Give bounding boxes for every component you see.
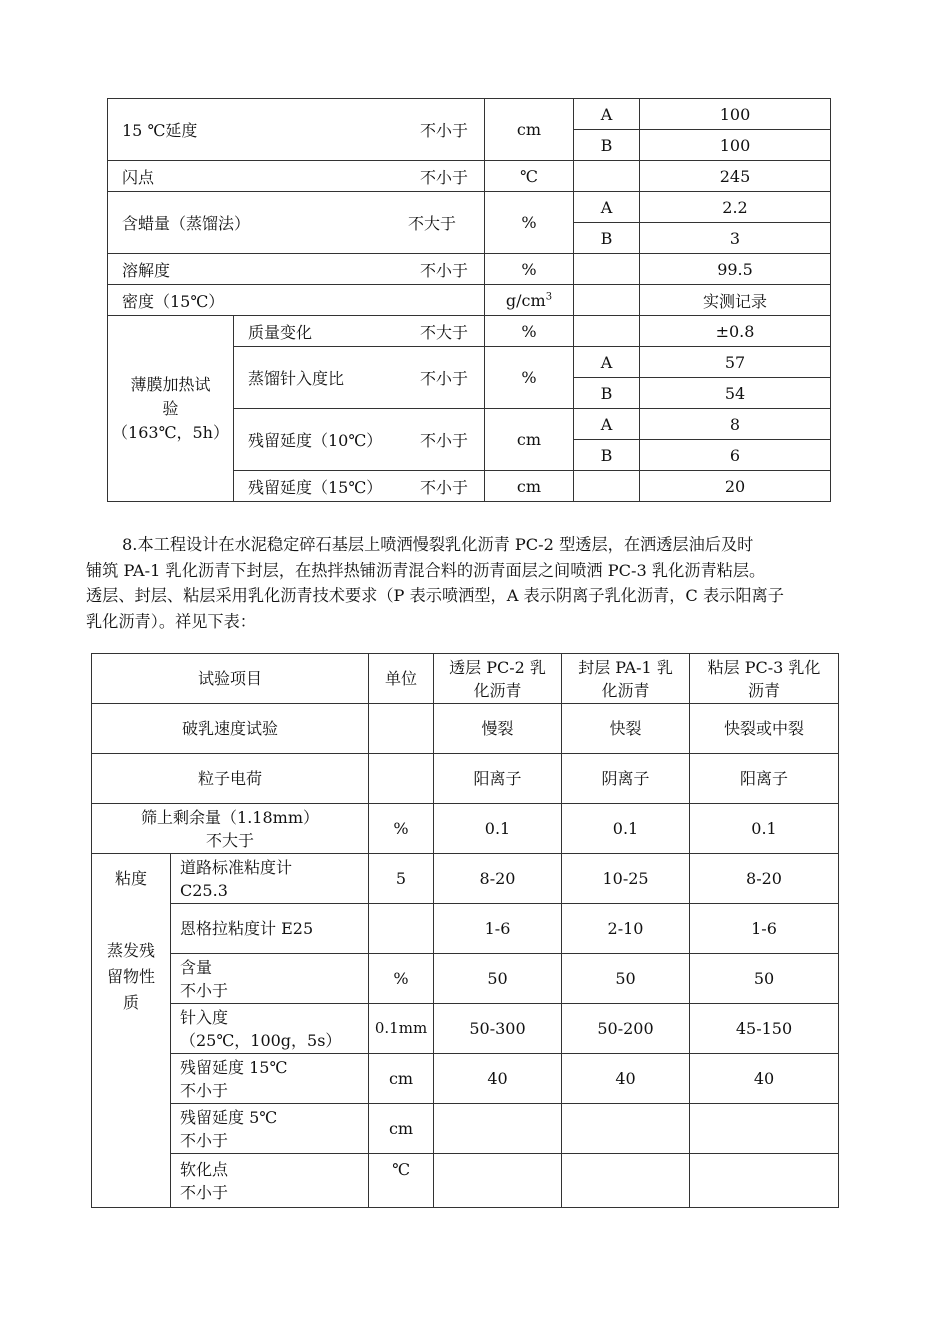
value-cell: 阳离子: [690, 754, 839, 804]
unit-cell: %: [485, 316, 574, 347]
value-cell: 8-20: [690, 854, 839, 904]
value-cell: [434, 1154, 562, 1208]
value-cell: [434, 1104, 562, 1154]
unit-superscript: 3: [545, 291, 553, 303]
value-cell: [562, 1104, 690, 1154]
label-line: 不小于: [180, 1130, 229, 1150]
row-label: [171, 1104, 369, 1154]
grade-cell: B: [574, 440, 640, 471]
emulsified-asphalt-table: [91, 653, 839, 1208]
label-line: C25.3: [180, 880, 228, 900]
value-cell: 45-150: [690, 1004, 839, 1054]
header-pc2: [434, 654, 562, 704]
value-cell: 50: [690, 954, 839, 1004]
unit-cell: [485, 285, 574, 316]
header-pc3: [690, 654, 839, 704]
value-cell: 20: [640, 471, 831, 502]
value-cell: 0.1: [690, 804, 839, 854]
label-line: （25℃，100g，5s）: [180, 1030, 342, 1050]
group-label-line: （163℃，5h）: [112, 422, 229, 442]
value-cell: 40: [434, 1054, 562, 1104]
unit-cell: %: [485, 192, 574, 254]
row-label: 破乳速度试验: [92, 704, 369, 754]
header-line: 化沥青: [473, 680, 522, 700]
unit-cell: ℃: [485, 161, 574, 192]
table-row: [92, 1054, 839, 1104]
grade-cell: B: [574, 130, 640, 161]
value-cell: 10-25: [562, 854, 690, 904]
row-label: 残留延度（15℃）: [248, 477, 383, 497]
value-cell: 2-10: [562, 904, 690, 954]
value-cell: 245: [640, 161, 831, 192]
row-label: 闪点: [122, 167, 155, 187]
value-cell: 0.1: [562, 804, 690, 854]
value-cell: 8: [640, 409, 831, 440]
residue-group-label: 质: [122, 993, 139, 1012]
value-cell: 阳离子: [434, 754, 562, 804]
unit-cell: 5: [369, 854, 434, 904]
label-line: 筛上剩余量（1.18mm）: [141, 807, 319, 827]
value-cell: [690, 1154, 839, 1208]
row-label: [171, 1004, 369, 1054]
table-row: [92, 904, 839, 954]
row-label: [171, 854, 369, 904]
grade-cell: A: [574, 347, 640, 378]
row-label: 粒子电荷: [92, 754, 369, 804]
body-paragraph: [86, 532, 864, 634]
residue-group-label: 留物性: [106, 967, 155, 986]
table-row: [92, 954, 839, 1004]
table-row: [92, 704, 839, 754]
paragraph-line: 透层、封层、粘层采用乳化沥青技术要求（P 表示喷洒型，A 表示阴离子乳化沥青，C 表示阳离子: [86, 586, 784, 605]
unit-cell: 0.1mm: [369, 1004, 434, 1054]
grade-cell: B: [574, 223, 640, 254]
value-cell: 57: [640, 347, 831, 378]
table-row: [108, 285, 831, 316]
value-cell: [562, 1154, 690, 1208]
unit-cell: cm: [485, 409, 574, 471]
group-spacer: [92, 892, 170, 938]
paragraph-line: 乳化沥青）。祥见下表：: [86, 611, 256, 631]
paragraph-line: 8.本工程设计在水泥稳定碎石基层上喷洒慢裂乳化沥青 PC-2 型透层，在洒透层油后及时: [122, 535, 754, 554]
row-qualifier: 不小于: [419, 167, 468, 187]
unit-cell: %: [485, 254, 574, 285]
row-label: 密度（15℃）: [108, 285, 485, 316]
residue-group-label: 蒸发残: [106, 941, 155, 960]
value-cell: 1-6: [690, 904, 839, 954]
label-line: 不大于: [206, 830, 255, 850]
label-line: 残留延度 5℃: [180, 1107, 278, 1127]
label-line: 道路标准粘度计: [180, 857, 293, 877]
grade-cell: A: [574, 99, 640, 130]
row-qualifier: 不大于: [407, 214, 456, 233]
group-label-line: 薄膜加热试: [130, 374, 211, 394]
label-line: 残留延度 15℃: [180, 1057, 288, 1077]
table-row: [108, 316, 831, 347]
row-qualifier: 不小于: [419, 431, 468, 450]
header-line: 透层 PC-2 乳: [449, 657, 546, 677]
table-row: [108, 254, 831, 285]
value-cell: [690, 1104, 839, 1154]
value-cell: 3: [640, 223, 831, 254]
header-line: 化沥青: [601, 680, 650, 700]
label-line: 不小于: [180, 980, 229, 1000]
value-cell: 8-20: [434, 854, 562, 904]
unit-cell: %: [369, 954, 434, 1004]
value-cell: 50: [562, 954, 690, 1004]
value-cell: 40: [562, 1054, 690, 1104]
unit-text: g/cm: [505, 290, 546, 310]
value-cell: 54: [640, 378, 831, 409]
value-cell: 50-200: [562, 1004, 690, 1054]
label-line: 不小于: [180, 1182, 229, 1202]
group-column: [92, 854, 171, 1208]
label-line: 软化点: [180, 1159, 229, 1179]
value-cell: 1-6: [434, 904, 562, 954]
row-label: 溶解度: [122, 260, 171, 280]
row-label: [171, 954, 369, 1004]
value-cell: 慢裂: [434, 704, 562, 754]
grade-cell: A: [574, 409, 640, 440]
table-row: [108, 192, 831, 223]
value-cell: 100: [640, 130, 831, 161]
unit-cell: cm: [485, 99, 574, 161]
table-row: [92, 804, 839, 854]
table-row: [92, 754, 839, 804]
table-row: [92, 1154, 839, 1208]
value-cell: 阴离子: [562, 754, 690, 804]
row-qualifier: 不小于: [419, 121, 468, 140]
unit-cell: cm: [369, 1054, 434, 1104]
film-test-group: [108, 316, 234, 502]
unit-cell: cm: [369, 1104, 434, 1154]
row-label: 蒸馏针入度比: [248, 369, 345, 388]
grade-cell: B: [574, 378, 640, 409]
grade-cell: A: [574, 192, 640, 223]
row-label: [171, 1154, 369, 1208]
header-line: 粘层 PC-3 乳化: [707, 657, 821, 677]
value-cell: 6: [640, 440, 831, 471]
row-label: 15 ℃延度: [122, 121, 198, 140]
header-unit: 单位: [369, 654, 434, 704]
row-label: 残留延度（10℃）: [248, 431, 383, 450]
table-row: [92, 1104, 839, 1154]
asphalt-spec-table: [107, 98, 831, 502]
row-qualifier: 不大于: [419, 322, 468, 342]
label-line: 含量: [180, 957, 213, 977]
row-label: 含蜡量（蒸馏法）: [122, 214, 251, 233]
table-row: [92, 1004, 839, 1054]
unit-cell: %: [369, 804, 434, 854]
value-cell: 100: [640, 99, 831, 130]
unit-cell: [369, 704, 434, 754]
label-line: 不小于: [180, 1080, 229, 1100]
row-label: [92, 804, 369, 854]
table-header-row: [92, 654, 839, 704]
value-cell: 0.1: [434, 804, 562, 854]
header-item: 试验项目: [92, 654, 369, 704]
value-cell: 99.5: [640, 254, 831, 285]
row-label: [171, 1054, 369, 1104]
row-qualifier: 不小于: [419, 369, 468, 388]
table-row: [108, 99, 831, 130]
value-cell: 50: [434, 954, 562, 1004]
viscosity-group-label: 粘度: [114, 869, 147, 888]
value-cell: 40: [690, 1054, 839, 1104]
unit-cell: [369, 754, 434, 804]
header-line: 封层 PA-1 乳: [578, 657, 673, 677]
header-pa1: [562, 654, 690, 704]
paragraph-line: 铺筑 PA-1 乳化沥青下封层，在热拌热铺沥青混合料的沥青面层之间喷洒 PC-3 乳化沥青粘层。: [86, 560, 766, 580]
value-cell: 实测记录: [640, 285, 831, 316]
value-cell: 快裂: [562, 704, 690, 754]
table-row: [92, 854, 839, 904]
unit-cell: ℃: [369, 1154, 434, 1208]
value-cell: 2.2: [640, 192, 831, 223]
row-label: 恩格拉粘度计 E25: [171, 904, 369, 954]
value-cell: 快裂或中裂: [690, 704, 839, 754]
unit-cell: %: [485, 347, 574, 409]
value-cell: 50-300: [434, 1004, 562, 1054]
header-line: 沥青: [748, 680, 781, 700]
row-label: 质量变化: [248, 322, 313, 342]
unit-cell: [369, 904, 434, 954]
value-cell: ±0.8: [640, 316, 831, 347]
group-label-line: 验: [162, 398, 179, 418]
unit-cell: cm: [485, 471, 574, 502]
table-row: [108, 161, 831, 192]
row-qualifier: 不小于: [419, 260, 468, 280]
row-qualifier: 不小于: [419, 477, 468, 497]
label-line: 针入度: [180, 1007, 229, 1027]
